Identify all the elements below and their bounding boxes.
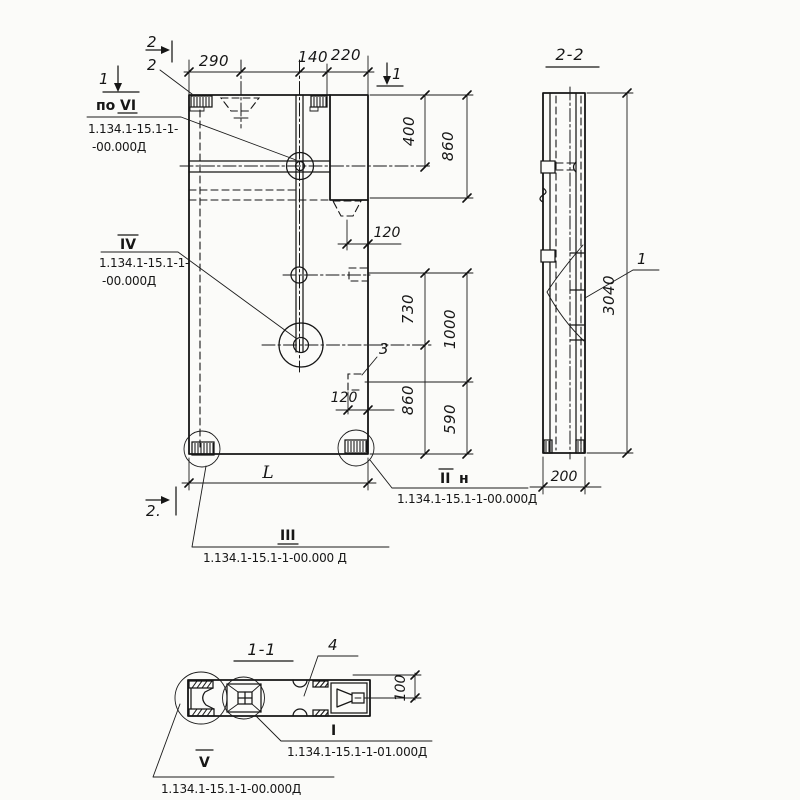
dim-length-text: L [262,463,274,483]
dim-100 [353,671,421,702]
section-1-1-outline [188,680,370,716]
cut-mark-2-bottom [146,487,176,520]
step-recess-hidden [333,201,361,216]
section-2-2-title: 2-2 [555,45,585,64]
callout-i-numeral: I [331,723,337,739]
lifting-recess-hidden [221,60,259,128]
cut-mark-1-left [99,66,139,92]
callout-ii [370,460,537,506]
dim-3040-text: 3040 [600,274,618,316]
dim-220: 220 [330,46,362,64]
item-3-label: 3 [379,340,390,358]
dim-chain-top [184,46,374,95]
cut-mark-1-right [377,63,403,86]
section-1-1-angle-plates [313,681,328,716]
dim-400: 400 [400,115,418,147]
callout-i [256,716,432,759]
callout-v-numeral: V [199,755,210,771]
embedded-plate-top-left [190,96,212,111]
callout-i-doc: 1.134.1-15.1-1-01.000Д [287,745,428,759]
callout-vi-numeral: VI [120,98,137,114]
callout-ii-doc: 1.134.1-15.1-1-00.000Д [397,492,538,506]
section-2-2-notch-upper [541,161,555,173]
section-2-2-inner-lines [550,93,576,453]
cut-2-bottom-label: 2. [146,502,162,520]
section-2-2 [530,45,659,494]
dim-120-mid-text: 120 [330,390,358,406]
callout-vi-doc2: -00.000Д [92,140,147,154]
dim-860-top: 860 [439,130,457,162]
callout-v-doc: 1.134.1-15.1-1-00.000Д [161,782,302,796]
cut-1-left-label: 1 [99,70,110,88]
dim-290: 290 [198,52,230,70]
dim-120-top [338,220,401,250]
dim-860-bottom: 860 [399,384,417,416]
section-1-1 [153,636,432,796]
section-2-2-hidden-lines [556,96,581,450]
callout-vi-doc1: 1.134.1-15.1-1- [88,122,179,136]
dim-200 [530,457,601,494]
dim-100-text: 100 [393,674,409,702]
cut-1-right-label: 1 [392,65,403,83]
callout-iii-numeral: III [280,528,296,544]
dim-length [182,458,376,490]
section-2-2-item1-callout [585,250,659,298]
section-1-1-pocket [223,677,265,719]
dim-140: 140 [297,48,329,66]
section-2-2-band-hidden [556,163,575,170]
hidden-horizontal-edges [189,190,330,200]
dim-200-text: 200 [550,469,578,485]
callout-ii-numeral: II [440,471,451,487]
section-2-2-outline [543,93,585,453]
item-2-label: 2 [147,56,158,74]
main-elevation-view [87,33,537,565]
dim-120-mid [331,390,394,414]
callout-vi-prefix: по [96,98,116,114]
cut-2-top-label: 2 [147,33,158,51]
dim-chains-right [365,91,473,458]
dim-120-top-text: 120 [373,225,401,241]
section-2-2-item1-label: 1 [637,250,648,268]
dim-3040 [587,89,633,457]
section-2-2-notch-lower [541,250,555,262]
dim-730: 730 [399,293,417,325]
item-4-label: 4 [328,636,339,654]
section-1-1-notches [293,680,307,716]
dim-590: 590 [441,403,459,435]
panel-opening-corner [330,95,368,200]
section-1-1-title: 1-1 [247,640,277,659]
callout-iv-doc1: 1.134.1-15.1-1- [99,256,190,270]
callout-iv-numeral: IV [120,237,137,253]
callout-ii-suffix: н [459,471,469,487]
callout-iv [99,235,297,339]
callout-iii-doc: 1.134.1-15.1-1-00.000 Д [203,551,347,565]
embedded-plate-top-right [310,96,327,111]
pocket-hidden-lower [348,374,361,390]
callout-iv-doc2: -00.000Д [102,274,157,288]
dim-1000: 1000 [441,308,459,350]
callout-iii [192,466,389,565]
